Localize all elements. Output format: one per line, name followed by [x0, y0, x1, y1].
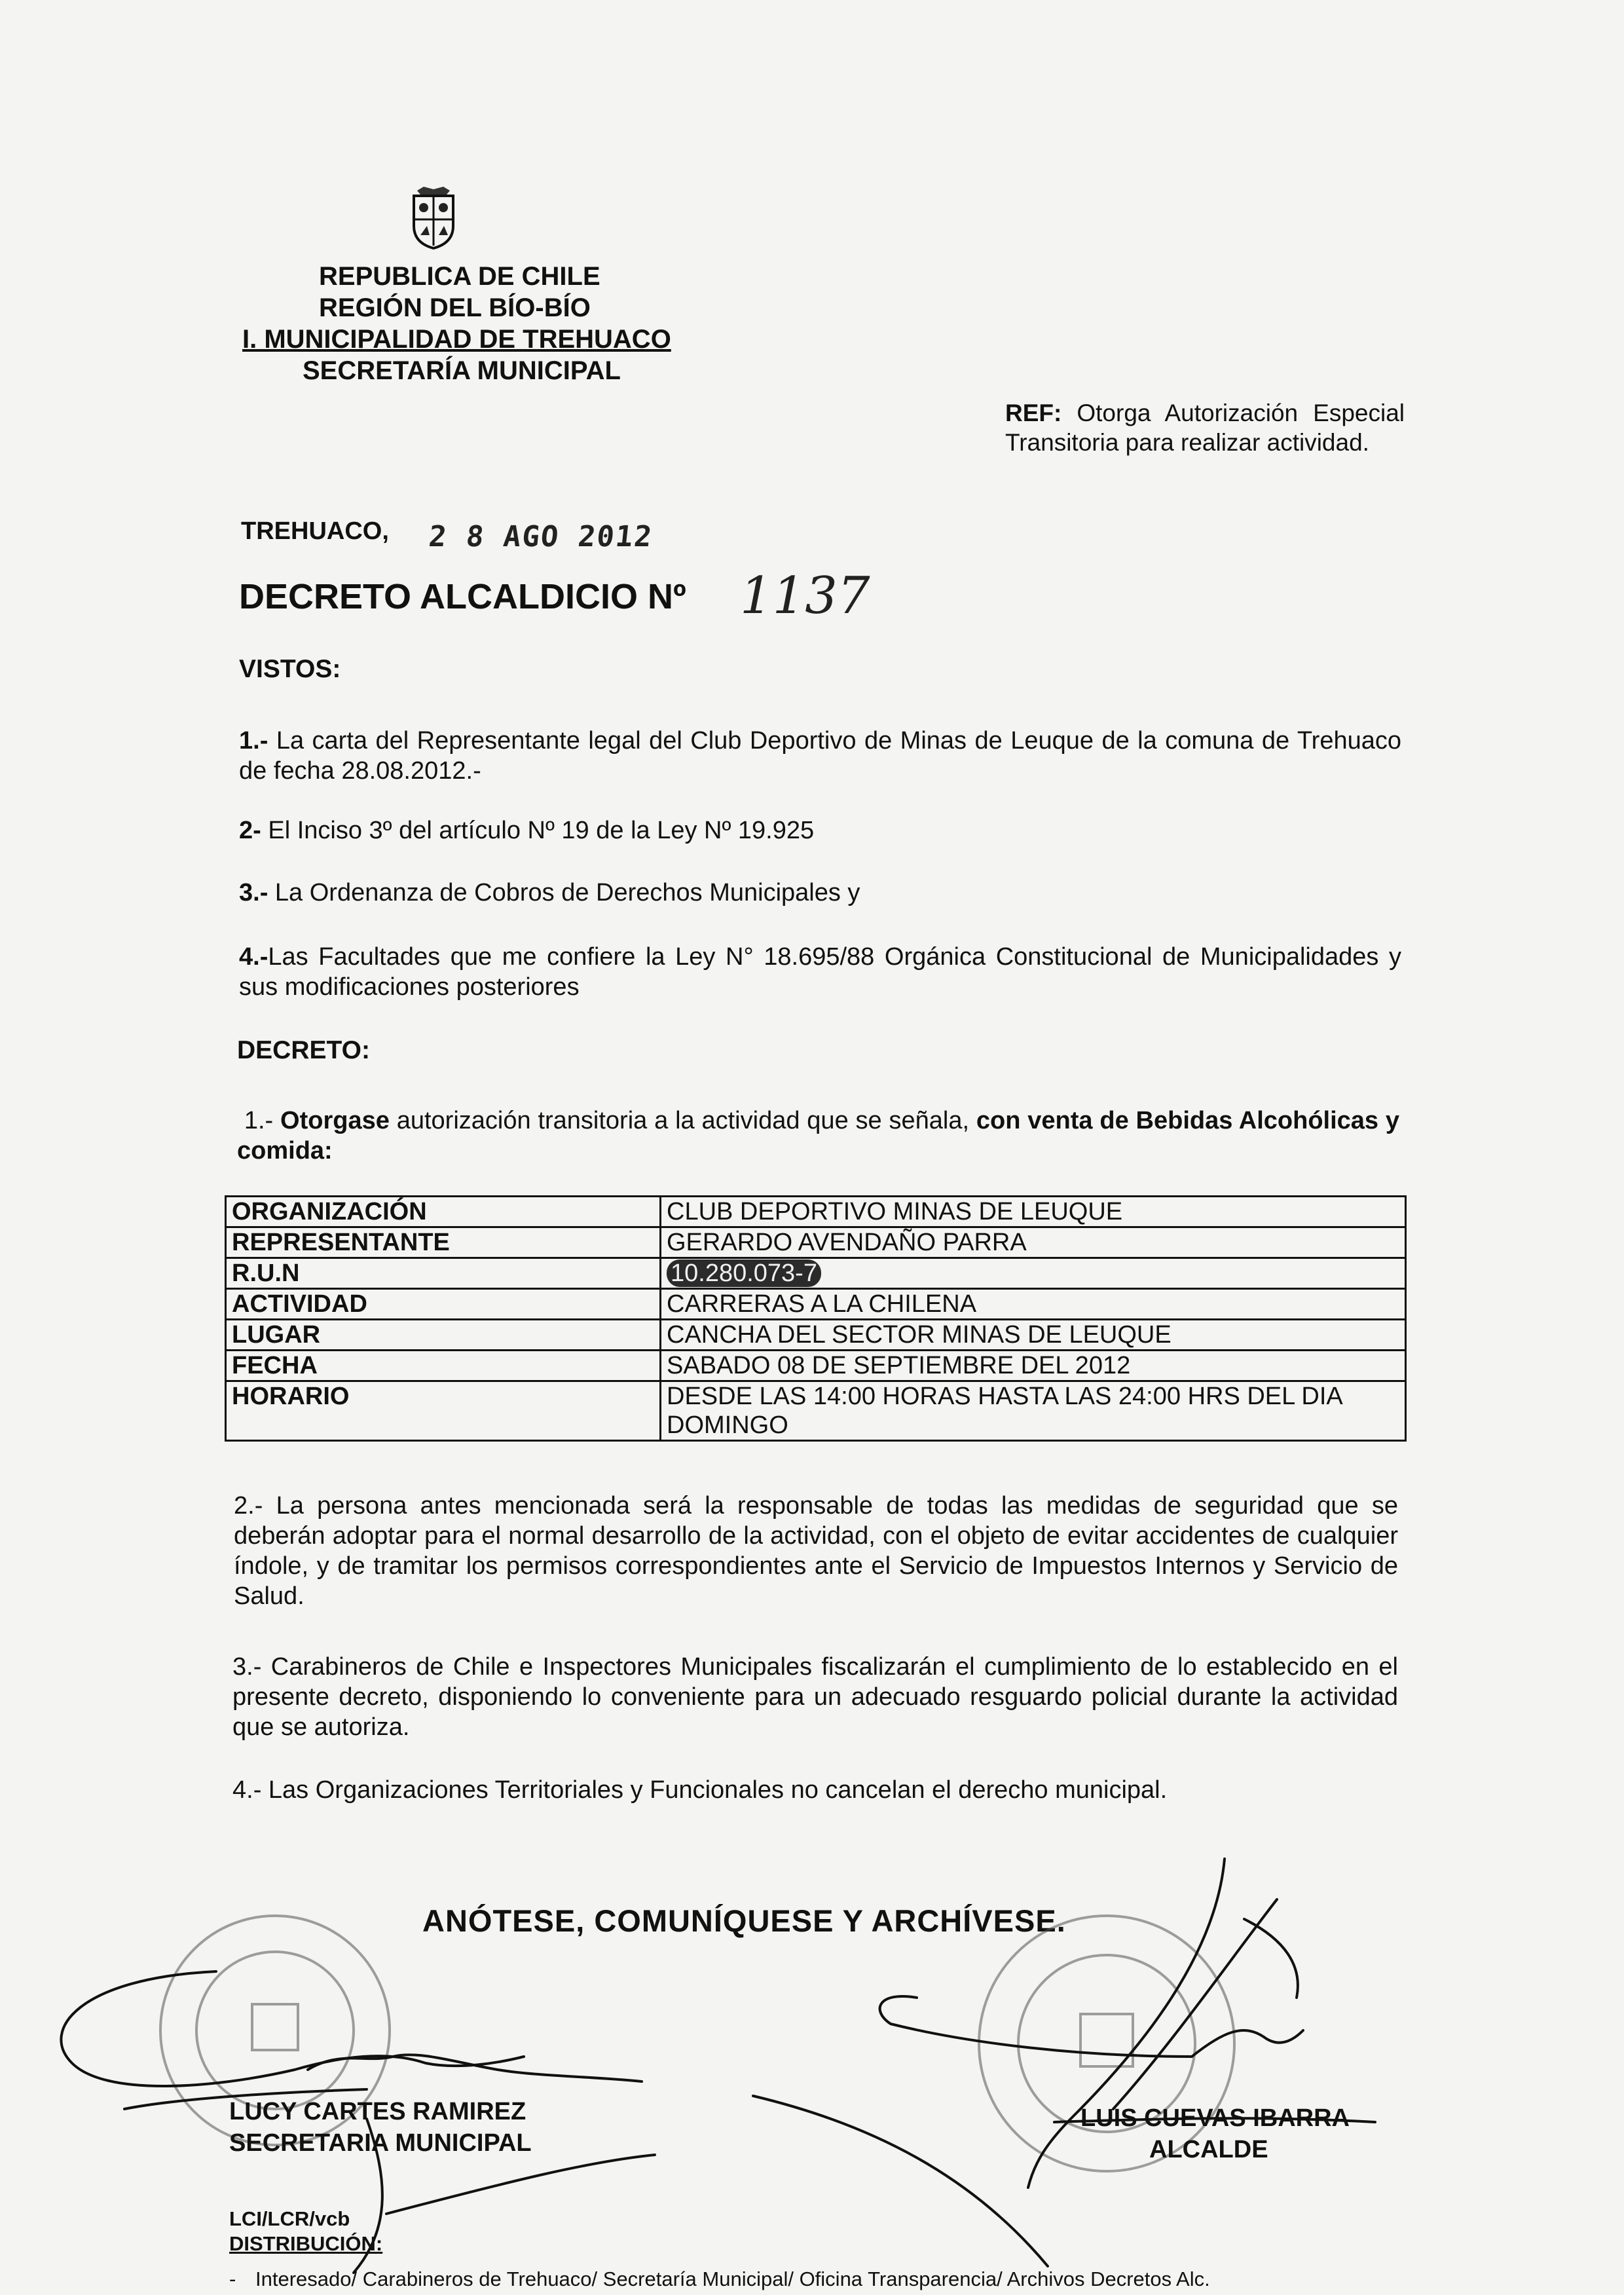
dateline-place: TREHUACO, — [241, 517, 389, 545]
decreto-item-2: 2.- La persona antes mencionada será la responsable de todas las medidas de seguridad que se deberán adoptar para el normal desarrollo de la actividad, con el objeto de evitar accidentes de cualquier índole, y de tramitar los permisos correspondientes ante el Servicio de Impuestos Internos y Servicio de Salud. — [234, 1492, 1398, 1610]
header-department: SECRETARÍA MUNICIPAL — [303, 356, 621, 385]
header-municipality: I. MUNICIPALIDAD DE TREHUACO — [242, 325, 671, 354]
decree-title: DECRETO ALCALDICIO Nº — [239, 577, 686, 616]
table-label: R.U.N — [226, 1258, 661, 1289]
table-value: CLUB DEPORTIVO MINAS DE LEUQUE — [661, 1197, 1406, 1227]
table-row — [226, 1258, 1406, 1289]
vistos-item-1 — [239, 726, 1401, 786]
vistos-item-3 — [239, 878, 860, 908]
table-row — [226, 1320, 1406, 1351]
vistos-item-4 — [239, 942, 1401, 1002]
decreto-item-bold: con venta de Bebidas Alcohólicas y comida: — [237, 1107, 1400, 1165]
table-value: CARRERAS A LA CHILENA — [661, 1289, 1406, 1320]
decreto-item-num: 1.- — [244, 1107, 274, 1134]
decreto-item-3: 3.- Carabineros de Chile e Inspectores Municipales fiscalizarán el cumplimiento de lo establecido en el presente decreto, disponiendo lo conveniente para un adecuado resguardo policial durante la actividad que se autoriza. — [232, 1653, 1398, 1741]
secretary-name: LUCY CARTES RAMIREZ — [229, 2098, 526, 2125]
vistos-item-text: El Inciso 3º del artículo Nº 19 de la Ley Nº 19.925 — [268, 817, 815, 844]
table-value: CANCHA DEL SECTOR MINAS DE LEUQUE — [661, 1320, 1406, 1351]
decreto-item-text: autorización transitoria a la actividad que se señala, — [396, 1107, 970, 1134]
municipal-crest-icon — [407, 185, 460, 251]
mayor-name: LUIS CUEVAS IBARRA — [1080, 2104, 1350, 2132]
vistos-item-text: La Ordenanza de Cobros de Derechos Municipales y — [274, 879, 860, 906]
decreto-item-1 — [237, 1106, 1399, 1166]
table-value: DESDE LAS 14:00 HORAS HASTA LAS 24:00 HRS DEL DIA DOMINGO — [661, 1381, 1406, 1441]
vistos-item-num: 2- — [239, 817, 261, 844]
distribution-label: DISTRIBUCIÓN: — [229, 2232, 383, 2255]
decreto-item-4: 4.- Las Organizaciones Territoriales y Funcionales no cancelan el derecho municipal. — [232, 1776, 1168, 1804]
table-label: ACTIVIDAD — [226, 1289, 661, 1320]
table-value — [661, 1258, 1406, 1289]
decreto-item-bold: Otorgase — [280, 1107, 390, 1134]
date-stamp: 2 8 AGO 2012 — [427, 520, 655, 553]
decreto-heading: DECRETO: — [237, 1036, 370, 1064]
table-value: SABADO 08 DE SEPTIEMBRE DEL 2012 — [661, 1351, 1406, 1381]
distribution-text: Interesado/ Carabineros de Trehuaco/ Secretaría Municipal/ Oficina Transparencia/ Archivos Decretos Alc. — [255, 2267, 1210, 2290]
ref-label: REF: — [1005, 400, 1062, 426]
decree-number-handwritten: 1137 — [740, 567, 870, 625]
vistos-heading: VISTOS: — [239, 655, 341, 683]
vistos-item-2 — [239, 815, 814, 846]
header-country: REPUBLICA DE CHILE — [319, 262, 600, 291]
table-label: FECHA — [226, 1351, 661, 1381]
table-row — [226, 1289, 1406, 1320]
table-label: ORGANIZACIÓN — [226, 1197, 661, 1227]
ref-block — [1005, 398, 1405, 457]
table-label: REPRESENTANTE — [226, 1227, 661, 1258]
activity-details-table — [225, 1195, 1407, 1442]
secretary-signature — [61, 1971, 1048, 2273]
table-row — [226, 1351, 1406, 1381]
vistos-item-text: Las Facultades que me confiere la Ley N° 18.695/88 Orgánica Constitucional de Municipalidades y sus modificaciones posteriores — [239, 943, 1401, 1001]
vistos-item-num: 3.- — [239, 879, 268, 906]
vistos-item-num: 1.- — [239, 727, 268, 755]
ref-text: Otorga Autorización Especial Transitoria para realizar actividad. — [1005, 400, 1405, 456]
header-region: REGIÓN DEL BÍO-BÍO — [319, 293, 591, 322]
table-row — [226, 1227, 1406, 1258]
mayor-signature — [880, 1859, 1375, 2188]
mayor-title: ALCALDE — [1149, 2136, 1268, 2163]
reference-initials: LCI/LCR/vcb — [229, 2207, 350, 2230]
redacted-run: 10.280.073-7 — [667, 1259, 821, 1287]
table-label: HORARIO — [226, 1381, 661, 1441]
vistos-item-num: 4.- — [239, 943, 268, 971]
table-row — [226, 1197, 1406, 1227]
table-value: GERARDO AVENDAÑO PARRA — [661, 1227, 1406, 1258]
vistos-item-text: La carta del Representante legal del Club Deportivo de Minas de Leuque de la comuna de Trehuaco de fecha 28.08.2012.- — [239, 727, 1401, 785]
distribution-bullet: - — [229, 2267, 236, 2290]
distribution-list — [229, 2267, 1210, 2291]
table-label: LUGAR — [226, 1320, 661, 1351]
closing-formula: ANÓTESE, COMUNÍQUESE Y ARCHÍVESE. — [422, 1903, 1066, 1938]
table-row — [226, 1381, 1406, 1441]
secretary-title: SECRETARIA MUNICIPAL — [229, 2129, 532, 2157]
